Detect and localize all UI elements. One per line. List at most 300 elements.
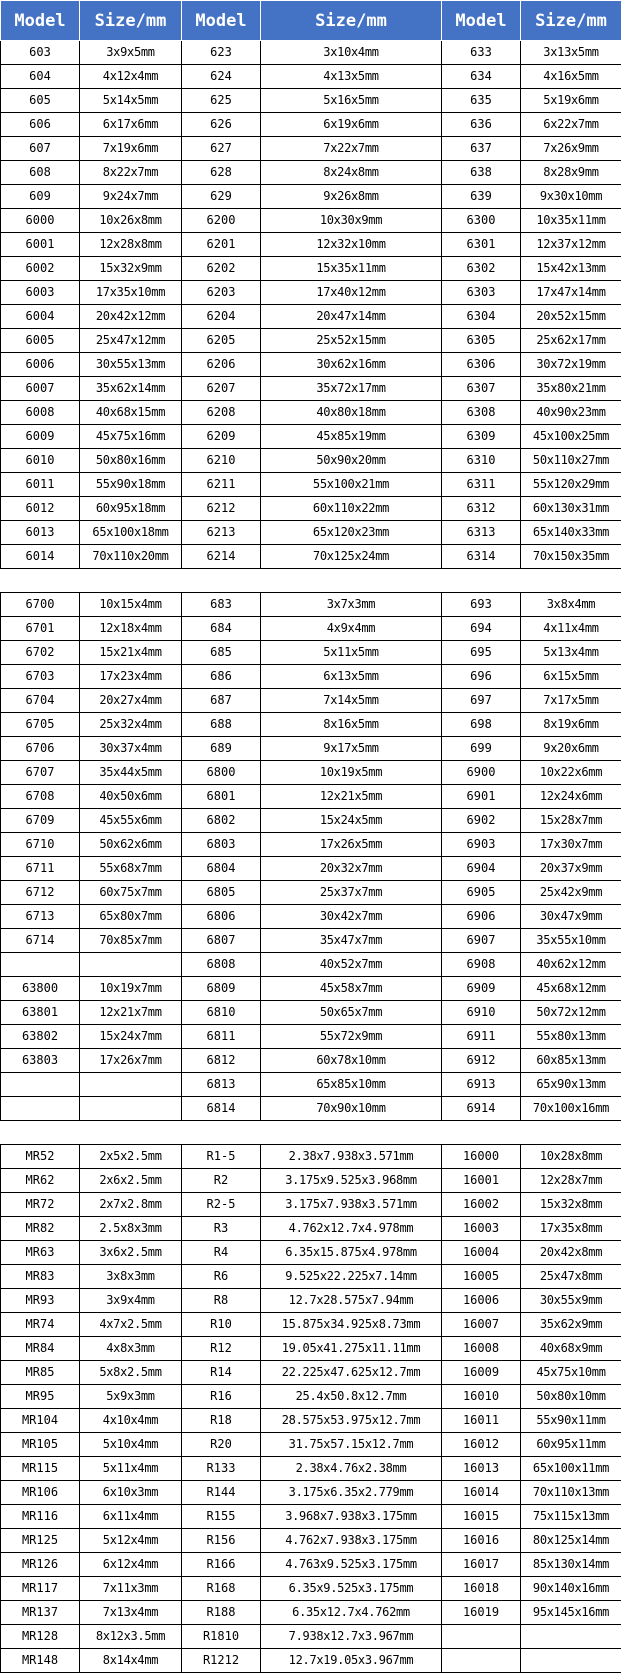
size-cell: 15x28x7mm bbox=[521, 809, 621, 833]
size-cell: 70x150x35mm bbox=[521, 545, 621, 569]
table-row bbox=[1, 473, 621, 497]
table-row bbox=[1, 857, 621, 881]
header-size-2: Size/mm bbox=[261, 1, 442, 41]
model-cell: R156 bbox=[182, 1529, 261, 1553]
table-row bbox=[1, 1049, 621, 1073]
model-cell: 16005 bbox=[442, 1265, 521, 1289]
model-cell: 605 bbox=[1, 89, 80, 113]
size-cell: 17x26x5mm bbox=[261, 833, 442, 857]
size-cell: 30x72x19mm bbox=[521, 353, 621, 377]
size-cell: 5x16x5mm bbox=[261, 89, 442, 113]
size-cell: 20x52x15mm bbox=[521, 305, 621, 329]
size-cell: 25x42x9mm bbox=[521, 881, 621, 905]
model-cell: 6912 bbox=[442, 1049, 521, 1073]
model-cell: 6301 bbox=[442, 233, 521, 257]
model-cell: 6913 bbox=[442, 1073, 521, 1097]
size-cell: 95x145x16mm bbox=[521, 1601, 621, 1625]
size-cell: 8x28x9mm bbox=[521, 161, 621, 185]
model-cell: 6207 bbox=[182, 377, 261, 401]
model-cell: 6706 bbox=[1, 737, 80, 761]
size-cell: 60x75x7mm bbox=[80, 881, 182, 905]
model-cell: 6312 bbox=[442, 497, 521, 521]
model-cell: 6806 bbox=[182, 905, 261, 929]
size-cell: 15x42x13mm bbox=[521, 257, 621, 281]
size-cell: 65x100x11mm bbox=[521, 1457, 621, 1481]
table-row bbox=[1, 521, 621, 545]
model-cell bbox=[1, 953, 80, 977]
model-cell: R1212 bbox=[182, 1649, 261, 1673]
model-cell: 16009 bbox=[442, 1361, 521, 1385]
table-row bbox=[1, 905, 621, 929]
size-cell: 40x50x6mm bbox=[80, 785, 182, 809]
size-cell: 10x26x8mm bbox=[80, 209, 182, 233]
model-cell: 16018 bbox=[442, 1577, 521, 1601]
model-cell: 6910 bbox=[442, 1001, 521, 1025]
size-cell: 12x18x4mm bbox=[80, 617, 182, 641]
size-cell: 6.35x15.875x4.978mm bbox=[261, 1241, 442, 1265]
model-cell: 6804 bbox=[182, 857, 261, 881]
model-cell: 6700 bbox=[1, 593, 80, 617]
table-row bbox=[1, 1001, 621, 1025]
model-cell: 16013 bbox=[442, 1457, 521, 1481]
table-row bbox=[1, 329, 621, 353]
size-cell bbox=[80, 569, 182, 593]
table-row bbox=[1, 161, 621, 185]
size-cell: 4x16x5mm bbox=[521, 65, 621, 89]
table-row bbox=[1, 41, 621, 65]
model-cell: R166 bbox=[182, 1553, 261, 1577]
size-cell: 3x13x5mm bbox=[521, 41, 621, 65]
model-cell: 6214 bbox=[182, 545, 261, 569]
table-row bbox=[1, 1217, 621, 1241]
size-cell: 45x85x19mm bbox=[261, 425, 442, 449]
model-cell: 6914 bbox=[442, 1097, 521, 1121]
table-row bbox=[1, 761, 621, 785]
model-cell: 6714 bbox=[1, 929, 80, 953]
model-cell: 629 bbox=[182, 185, 261, 209]
size-cell: 35x47x7mm bbox=[261, 929, 442, 953]
model-cell: MR95 bbox=[1, 1385, 80, 1409]
model-cell: 633 bbox=[442, 41, 521, 65]
model-cell: R16 bbox=[182, 1385, 261, 1409]
size-cell: 70x90x10mm bbox=[261, 1097, 442, 1121]
model-cell: 6900 bbox=[442, 761, 521, 785]
size-cell: 6x12x4mm bbox=[80, 1553, 182, 1577]
model-cell: 6904 bbox=[442, 857, 521, 881]
size-cell: 10x22x6mm bbox=[521, 761, 621, 785]
model-cell: R20 bbox=[182, 1433, 261, 1457]
model-cell bbox=[1, 1097, 80, 1121]
model-cell: 603 bbox=[1, 41, 80, 65]
size-cell: 6x11x4mm bbox=[80, 1505, 182, 1529]
model-cell: 63802 bbox=[1, 1025, 80, 1049]
model-cell: 6911 bbox=[442, 1025, 521, 1049]
size-cell: 85x130x14mm bbox=[521, 1553, 621, 1577]
table-row bbox=[1, 1265, 621, 1289]
size-cell: 70x110x13mm bbox=[521, 1481, 621, 1505]
model-cell: 16019 bbox=[442, 1601, 521, 1625]
size-cell: 60x110x22mm bbox=[261, 497, 442, 521]
size-cell: 20x27x4mm bbox=[80, 689, 182, 713]
model-cell: MR63 bbox=[1, 1241, 80, 1265]
size-cell: 9x30x10mm bbox=[521, 185, 621, 209]
model-cell: 6000 bbox=[1, 209, 80, 233]
model-cell: 6014 bbox=[1, 545, 80, 569]
size-cell: 17x47x14mm bbox=[521, 281, 621, 305]
model-cell: 625 bbox=[182, 89, 261, 113]
header-row bbox=[1, 1, 621, 41]
table-row bbox=[1, 1433, 621, 1457]
size-cell: 5x8x2.5mm bbox=[80, 1361, 182, 1385]
table-row bbox=[1, 665, 621, 689]
model-cell: 609 bbox=[1, 185, 80, 209]
header-size-1: Size/mm bbox=[80, 1, 182, 41]
table-row bbox=[1, 833, 621, 857]
model-cell: 6702 bbox=[1, 641, 80, 665]
model-cell: 6812 bbox=[182, 1049, 261, 1073]
model-cell: 6813 bbox=[182, 1073, 261, 1097]
size-cell: 4x12x4mm bbox=[80, 65, 182, 89]
model-cell: MR126 bbox=[1, 1553, 80, 1577]
model-cell: R10 bbox=[182, 1313, 261, 1337]
table-row bbox=[1, 1313, 621, 1337]
model-cell: 6008 bbox=[1, 401, 80, 425]
model-cell: 6711 bbox=[1, 857, 80, 881]
size-cell: 5x11x5mm bbox=[261, 641, 442, 665]
table-row bbox=[1, 377, 621, 401]
size-cell: 5x9x3mm bbox=[80, 1385, 182, 1409]
size-cell: 8x14x4mm bbox=[80, 1649, 182, 1673]
size-cell: 6.35x12.7x4.762mm bbox=[261, 1601, 442, 1625]
table-row bbox=[1, 809, 621, 833]
size-cell: 3x9x5mm bbox=[80, 41, 182, 65]
size-cell: 6x15x5mm bbox=[521, 665, 621, 689]
model-cell: 6901 bbox=[442, 785, 521, 809]
size-cell: 8x16x5mm bbox=[261, 713, 442, 737]
model-cell: 16008 bbox=[442, 1337, 521, 1361]
header-model-3: Model bbox=[442, 1, 521, 41]
table-row bbox=[1, 881, 621, 905]
size-cell: 55x120x29mm bbox=[521, 473, 621, 497]
model-cell: R155 bbox=[182, 1505, 261, 1529]
size-cell: 55x90x11mm bbox=[521, 1409, 621, 1433]
table-row bbox=[1, 353, 621, 377]
model-cell bbox=[1, 1121, 80, 1145]
model-cell: 6001 bbox=[1, 233, 80, 257]
size-cell: 20x42x12mm bbox=[80, 305, 182, 329]
size-cell: 9.525x22.225x7.14mm bbox=[261, 1265, 442, 1289]
table-row bbox=[1, 641, 621, 665]
header-size-3: Size/mm bbox=[521, 1, 621, 41]
model-cell: 6007 bbox=[1, 377, 80, 401]
model-cell bbox=[1, 1073, 80, 1097]
model-cell: 695 bbox=[442, 641, 521, 665]
size-cell bbox=[80, 1121, 182, 1145]
model-cell: 63803 bbox=[1, 1049, 80, 1073]
size-cell: 15x35x11mm bbox=[261, 257, 442, 281]
size-cell bbox=[80, 1097, 182, 1121]
size-cell: 25.4x50.8x12.7mm bbox=[261, 1385, 442, 1409]
table-row bbox=[1, 1625, 621, 1649]
size-cell: 6x19x6mm bbox=[261, 113, 442, 137]
model-cell: 6205 bbox=[182, 329, 261, 353]
table-row bbox=[1, 1385, 621, 1409]
size-cell: 5x14x5mm bbox=[80, 89, 182, 113]
size-cell: 2x7x2.8mm bbox=[80, 1193, 182, 1217]
size-cell: 6.35x9.525x3.175mm bbox=[261, 1577, 442, 1601]
table-row bbox=[1, 425, 621, 449]
size-cell: 5x11x4mm bbox=[80, 1457, 182, 1481]
size-cell: 20x32x7mm bbox=[261, 857, 442, 881]
header-model-1: Model bbox=[1, 1, 80, 41]
model-cell: 6710 bbox=[1, 833, 80, 857]
size-cell: 19.05x41.275x11.11mm bbox=[261, 1337, 442, 1361]
size-cell: 35x62x14mm bbox=[80, 377, 182, 401]
model-cell: R168 bbox=[182, 1577, 261, 1601]
model-cell: R4 bbox=[182, 1241, 261, 1265]
table-body bbox=[1, 41, 621, 1673]
table-row bbox=[1, 209, 621, 233]
size-cell: 35x44x5mm bbox=[80, 761, 182, 785]
size-cell: 10x35x11mm bbox=[521, 209, 621, 233]
size-cell: 2.38x4.76x2.38mm bbox=[261, 1457, 442, 1481]
size-cell: 55x90x18mm bbox=[80, 473, 182, 497]
model-cell: MR52 bbox=[1, 1145, 80, 1169]
size-cell: 50x90x20mm bbox=[261, 449, 442, 473]
table-row bbox=[1, 1193, 621, 1217]
size-cell: 6x22x7mm bbox=[521, 113, 621, 137]
size-cell: 60x85x13mm bbox=[521, 1049, 621, 1073]
size-cell: 6x10x3mm bbox=[80, 1481, 182, 1505]
model-cell: 6801 bbox=[182, 785, 261, 809]
model-cell: 16007 bbox=[442, 1313, 521, 1337]
model-cell: 6308 bbox=[442, 401, 521, 425]
size-cell: 30x42x7mm bbox=[261, 905, 442, 929]
model-cell: 6909 bbox=[442, 977, 521, 1001]
model-cell: 6213 bbox=[182, 521, 261, 545]
model-cell: 6302 bbox=[442, 257, 521, 281]
table-row bbox=[1, 593, 621, 617]
model-cell: 6906 bbox=[442, 905, 521, 929]
model-cell: 6002 bbox=[1, 257, 80, 281]
table-row bbox=[1, 497, 621, 521]
table-row bbox=[1, 1073, 621, 1097]
model-cell: 6800 bbox=[182, 761, 261, 785]
size-cell: 45x100x25mm bbox=[521, 425, 621, 449]
size-cell: 50x110x27mm bbox=[521, 449, 621, 473]
table-row bbox=[1, 89, 621, 113]
model-cell bbox=[442, 1121, 521, 1145]
model-cell: 608 bbox=[1, 161, 80, 185]
model-cell: 6313 bbox=[442, 521, 521, 545]
size-cell: 8x19x6mm bbox=[521, 713, 621, 737]
size-cell: 17x35x8mm bbox=[521, 1217, 621, 1241]
model-cell: 6010 bbox=[1, 449, 80, 473]
model-cell bbox=[442, 569, 521, 593]
size-cell: 28.575x53.975x12.7mm bbox=[261, 1409, 442, 1433]
model-cell: 694 bbox=[442, 617, 521, 641]
size-cell: 15x21x4mm bbox=[80, 641, 182, 665]
size-cell: 30x47x9mm bbox=[521, 905, 621, 929]
size-cell: 60x130x31mm bbox=[521, 497, 621, 521]
model-cell: 6204 bbox=[182, 305, 261, 329]
size-cell: 22.225x47.625x12.7mm bbox=[261, 1361, 442, 1385]
model-cell: 16004 bbox=[442, 1241, 521, 1265]
model-cell: 63800 bbox=[1, 977, 80, 1001]
model-cell: 6003 bbox=[1, 281, 80, 305]
model-cell: MR148 bbox=[1, 1649, 80, 1673]
table-row bbox=[1, 1457, 621, 1481]
model-cell: MR74 bbox=[1, 1313, 80, 1337]
size-cell bbox=[80, 953, 182, 977]
size-cell: 5x10x4mm bbox=[80, 1433, 182, 1457]
model-cell: 6704 bbox=[1, 689, 80, 713]
model-cell: R133 bbox=[182, 1457, 261, 1481]
model-cell: 6701 bbox=[1, 617, 80, 641]
size-cell: 45x75x10mm bbox=[521, 1361, 621, 1385]
size-cell: 12.7x28.575x7.94mm bbox=[261, 1289, 442, 1313]
size-cell: 3.968x7.938x3.175mm bbox=[261, 1505, 442, 1529]
size-cell: 20x47x14mm bbox=[261, 305, 442, 329]
model-cell: 606 bbox=[1, 113, 80, 137]
model-cell: 16002 bbox=[442, 1193, 521, 1217]
model-cell: 6303 bbox=[442, 281, 521, 305]
size-cell: 12x37x12mm bbox=[521, 233, 621, 257]
model-cell: 6305 bbox=[442, 329, 521, 353]
size-cell: 55x72x9mm bbox=[261, 1025, 442, 1049]
model-cell: 635 bbox=[442, 89, 521, 113]
model-cell: 6304 bbox=[442, 305, 521, 329]
model-cell: 697 bbox=[442, 689, 521, 713]
model-cell: 6212 bbox=[182, 497, 261, 521]
size-cell: 70x85x7mm bbox=[80, 929, 182, 953]
model-cell: 688 bbox=[182, 713, 261, 737]
size-cell: 3x7x3mm bbox=[261, 593, 442, 617]
model-cell: MR104 bbox=[1, 1409, 80, 1433]
model-cell: R8 bbox=[182, 1289, 261, 1313]
table-row bbox=[1, 785, 621, 809]
table-row bbox=[1, 137, 621, 161]
size-cell: 40x52x7mm bbox=[261, 953, 442, 977]
size-cell: 4.762x7.938x3.175mm bbox=[261, 1529, 442, 1553]
size-cell: 12x21x5mm bbox=[261, 785, 442, 809]
size-cell: 3.175x7.938x3.571mm bbox=[261, 1193, 442, 1217]
size-cell bbox=[261, 1121, 442, 1145]
header-model-2: Model bbox=[182, 1, 261, 41]
model-cell: MR128 bbox=[1, 1625, 80, 1649]
model-cell: R144 bbox=[182, 1481, 261, 1505]
table-row bbox=[1, 689, 621, 713]
size-cell: 25x32x4mm bbox=[80, 713, 182, 737]
size-cell: 8x24x8mm bbox=[261, 161, 442, 185]
size-cell: 20x42x8mm bbox=[521, 1241, 621, 1265]
model-cell: 6013 bbox=[1, 521, 80, 545]
size-cell: 15x24x7mm bbox=[80, 1025, 182, 1049]
model-cell: R14 bbox=[182, 1361, 261, 1385]
model-cell: 6211 bbox=[182, 473, 261, 497]
size-cell bbox=[521, 1625, 621, 1649]
size-cell: 7x19x6mm bbox=[80, 137, 182, 161]
model-cell: R3 bbox=[182, 1217, 261, 1241]
size-cell: 7x13x4mm bbox=[80, 1601, 182, 1625]
model-cell: 6705 bbox=[1, 713, 80, 737]
size-cell: 60x95x11mm bbox=[521, 1433, 621, 1457]
table-row bbox=[1, 185, 621, 209]
table-row bbox=[1, 1097, 621, 1121]
model-cell bbox=[182, 569, 261, 593]
model-cell: MR82 bbox=[1, 1217, 80, 1241]
size-cell: 10x30x9mm bbox=[261, 209, 442, 233]
size-cell: 7x22x7mm bbox=[261, 137, 442, 161]
size-cell: 6x13x5mm bbox=[261, 665, 442, 689]
model-cell: MR137 bbox=[1, 1601, 80, 1625]
size-cell: 15x32x8mm bbox=[521, 1193, 621, 1217]
size-cell: 4.762x12.7x4.978mm bbox=[261, 1217, 442, 1241]
model-cell: 6908 bbox=[442, 953, 521, 977]
size-cell: 17x30x7mm bbox=[521, 833, 621, 857]
size-cell: 15x32x9mm bbox=[80, 257, 182, 281]
size-cell: 9x17x5mm bbox=[261, 737, 442, 761]
size-cell bbox=[521, 1121, 621, 1145]
size-cell: 7x14x5mm bbox=[261, 689, 442, 713]
size-cell: 90x140x16mm bbox=[521, 1577, 621, 1601]
size-cell bbox=[521, 569, 621, 593]
size-cell: 25x47x12mm bbox=[80, 329, 182, 353]
model-cell: 698 bbox=[442, 713, 521, 737]
size-cell: 40x90x23mm bbox=[521, 401, 621, 425]
model-cell: 639 bbox=[442, 185, 521, 209]
size-cell: 5x13x4mm bbox=[521, 641, 621, 665]
size-cell: 4x11x4mm bbox=[521, 617, 621, 641]
size-cell: 2.5x8x3mm bbox=[80, 1217, 182, 1241]
table-row bbox=[1, 1025, 621, 1049]
size-cell: 12x28x8mm bbox=[80, 233, 182, 257]
model-cell: 604 bbox=[1, 65, 80, 89]
size-cell: 2.38x7.938x3.571mm bbox=[261, 1145, 442, 1169]
model-cell: 16015 bbox=[442, 1505, 521, 1529]
table-row bbox=[1, 257, 621, 281]
model-cell: 6713 bbox=[1, 905, 80, 929]
model-cell: 684 bbox=[182, 617, 261, 641]
size-cell: 65x140x33mm bbox=[521, 521, 621, 545]
size-cell: 3x9x4mm bbox=[80, 1289, 182, 1313]
model-cell: 16001 bbox=[442, 1169, 521, 1193]
size-cell: 9x26x8mm bbox=[261, 185, 442, 209]
size-cell: 12x24x6mm bbox=[521, 785, 621, 809]
model-cell: 696 bbox=[442, 665, 521, 689]
table-row bbox=[1, 545, 621, 569]
model-cell: 6004 bbox=[1, 305, 80, 329]
model-cell: 6307 bbox=[442, 377, 521, 401]
model-cell: 626 bbox=[182, 113, 261, 137]
size-cell: 25x52x15mm bbox=[261, 329, 442, 353]
size-cell: 17x40x12mm bbox=[261, 281, 442, 305]
size-cell: 12x32x10mm bbox=[261, 233, 442, 257]
model-cell: 6206 bbox=[182, 353, 261, 377]
size-cell: 60x95x18mm bbox=[80, 497, 182, 521]
size-cell bbox=[261, 569, 442, 593]
size-cell: 15.875x34.925x8.73mm bbox=[261, 1313, 442, 1337]
table-row bbox=[1, 737, 621, 761]
model-cell: MR72 bbox=[1, 1193, 80, 1217]
size-cell: 50x80x10mm bbox=[521, 1385, 621, 1409]
model-cell: 6712 bbox=[1, 881, 80, 905]
size-cell: 5x19x6mm bbox=[521, 89, 621, 113]
model-cell bbox=[442, 1625, 521, 1649]
size-cell: 45x75x16mm bbox=[80, 425, 182, 449]
table-row bbox=[1, 1241, 621, 1265]
size-cell: 8x12x3.5mm bbox=[80, 1625, 182, 1649]
